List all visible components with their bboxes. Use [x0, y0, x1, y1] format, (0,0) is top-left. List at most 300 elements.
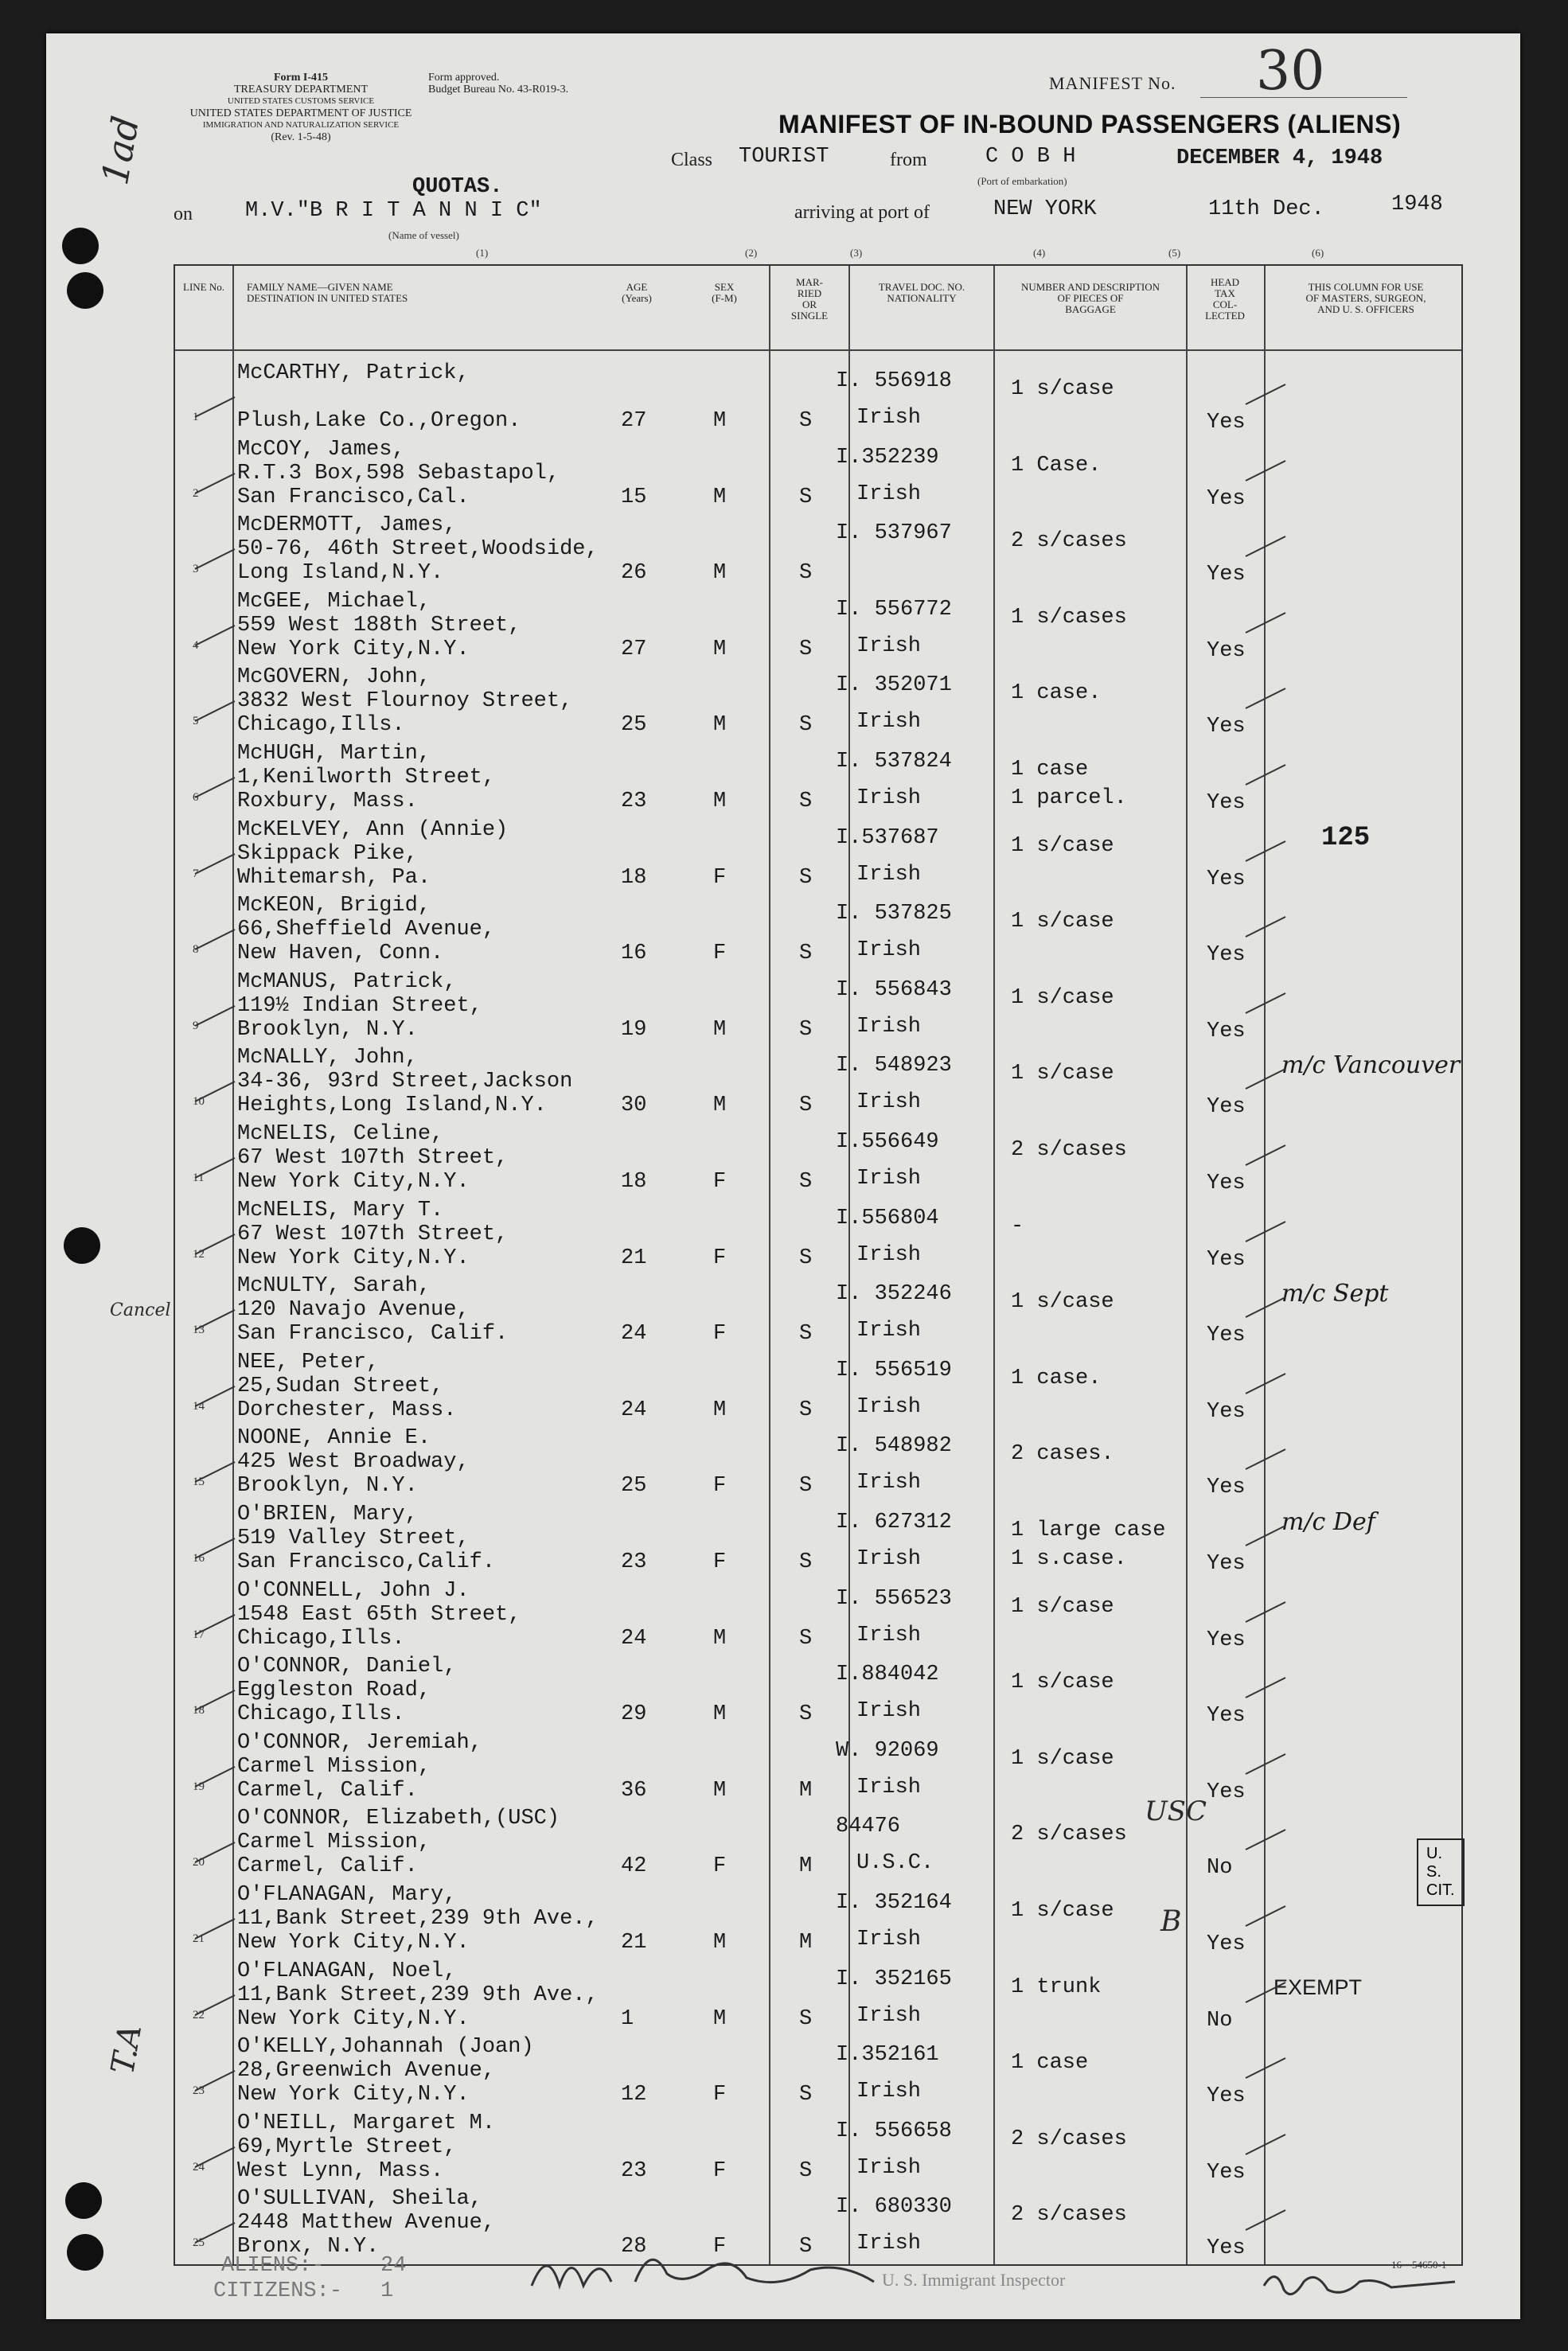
head-tax-cell: Yes [1207, 2084, 1246, 2109]
margin-note-top: 1ad [93, 112, 148, 189]
sex-cell: M [713, 1702, 727, 1727]
age-cell: 18 [621, 865, 647, 890]
check-mark [191, 1915, 239, 1947]
marital-cell: M [799, 1931, 813, 1955]
check-mark [1242, 913, 1289, 945]
passenger-line: Carmel, Calif. [237, 1854, 418, 1879]
nationality-cell: Irish [856, 482, 922, 506]
passenger-line: New York City,N.Y. [237, 2006, 470, 2031]
marital-cell: S [799, 1626, 813, 1651]
age-cell: 29 [621, 1702, 647, 1727]
age-cell: 21 [621, 1931, 647, 1955]
marital-cell: S [799, 1170, 813, 1194]
head-tax-cell: Yes [1207, 411, 1246, 435]
port-embark-note: (Port of embarkation) [977, 175, 1067, 187]
departure-date: DECEMBER 4, 1948 [1176, 146, 1383, 170]
port-of-embarkation: C O B H [985, 145, 1076, 169]
check-mark [1242, 2054, 1289, 2086]
marital-cell: S [799, 1398, 813, 1422]
manifest-no-label: MANIFEST No. [1049, 73, 1176, 93]
check-mark [191, 850, 239, 882]
check-mark [191, 622, 239, 653]
col-baggage: NUMBER AND DESCRIPTION OF PIECES OF BAGGAGE [1020, 281, 1160, 315]
passenger-line: McGOVERN, John, [237, 665, 431, 690]
baggage-cell: 1 case. [1011, 1366, 1102, 1390]
passenger-line: McNULTY, Sarah, [237, 1274, 431, 1299]
line-number: 23 [193, 2084, 205, 2098]
check-mark [1242, 1979, 1289, 2010]
check-mark [1242, 1826, 1289, 1858]
age-cell: 27 [621, 637, 647, 661]
check-mark [1242, 380, 1289, 412]
col-divider [1186, 266, 1188, 2264]
baggage-cell: 1 s/case [1011, 1746, 1114, 1771]
check-mark [1242, 684, 1289, 716]
col-line-no: LINE No. [183, 281, 224, 293]
passenger-line: Brooklyn, N.Y. [237, 1017, 418, 1042]
class-label: Class [671, 150, 713, 170]
punch-hole [65, 2182, 102, 2219]
age-cell: 24 [621, 1626, 647, 1651]
line-number: 12 [193, 1247, 205, 1261]
line-number: 3 [193, 563, 199, 576]
passenger-line: O'NEILL, Margaret M. [237, 2111, 496, 2135]
head-tax-cell: Yes [1207, 715, 1246, 739]
citizens-label: CITIZENS:- [213, 2279, 343, 2303]
check-mark [191, 393, 239, 425]
passenger-line: McCARTHY, Patrick, [237, 361, 470, 385]
passenger-line: McNELIS, Celine, [237, 1122, 444, 1146]
baggage-cell: 1 s/case [1011, 985, 1114, 1010]
nationality-cell: Irish [856, 1928, 922, 1951]
officer-note: m/c Sept [1281, 1280, 1389, 1308]
check-mark [191, 926, 239, 957]
sex-cell: F [713, 2083, 727, 2107]
marital-cell: S [799, 2158, 813, 2183]
travel-doc-cell: I. 537825 [836, 902, 952, 926]
travel-doc-cell: I. 627312 [836, 1511, 952, 1534]
line-number: 13 [193, 1324, 205, 1337]
age-cell: 28 [621, 2235, 647, 2259]
col-num-5: (5) [1168, 247, 1181, 259]
dept-treasury: TREASURY DEPARTMENT [233, 84, 369, 96]
passenger-line: 66,Sheffield Avenue, [237, 918, 496, 942]
passenger-line: O'KELLY,Johannah (Joan) [237, 2035, 534, 2060]
col-divider [1264, 266, 1266, 2264]
age-cell: 25 [621, 713, 647, 738]
line-number: 1 [193, 411, 199, 423]
sex-cell: F [713, 942, 727, 966]
arriving-label: arriving at port of [794, 202, 930, 223]
check-mark [191, 1611, 239, 1643]
passenger-line: 67 West 107th Street, [237, 1222, 509, 1246]
travel-doc-cell: I. 352164 [836, 1891, 952, 1915]
head-tax-cell: Yes [1207, 486, 1246, 511]
baggage-cell: 1 s.case. [1011, 1547, 1127, 1571]
baggage-cell: - [1011, 1214, 1024, 1238]
line-number: 24 [193, 2160, 205, 2174]
punch-hole [67, 2234, 103, 2271]
travel-doc-cell: I. 556772 [836, 597, 952, 622]
marital-cell: S [799, 1017, 813, 1042]
passenger-line: 1548 East 65th Street, [237, 1602, 521, 1627]
travel-doc-cell: I. 680330 [836, 2195, 952, 2220]
baggage-cell: 2 s/cases [1011, 2203, 1127, 2228]
travel-doc-cell: W. 92069 [836, 1738, 939, 1763]
passenger-line: Heights,Long Island,N.Y. [237, 1094, 547, 1118]
check-mark [191, 1686, 239, 1718]
nationality-cell: Irish [856, 1167, 922, 1191]
travel-doc-cell: I. 556918 [836, 369, 952, 393]
marital-cell: S [799, 1322, 813, 1347]
travel-doc-cell: I.884042 [836, 1663, 939, 1687]
passenger-line: 2448 Matthew Avenue, [237, 2211, 496, 2236]
passenger-line: Bronx, N.Y. [237, 2235, 380, 2259]
line-number: 18 [193, 1704, 205, 1717]
baggage-cell: 2 s/cases [1011, 2127, 1127, 2151]
passenger-line: 1,Kenilworth Street, [237, 766, 496, 790]
check-mark [1242, 1141, 1289, 1173]
travel-doc-cell: I. 352246 [836, 1282, 952, 1307]
baggage-cell: 1 s/case [1011, 833, 1114, 858]
passenger-line: Chicago,Ills. [237, 713, 405, 738]
sex-cell: M [713, 637, 727, 661]
check-mark [1242, 457, 1289, 489]
punch-hole [64, 1227, 100, 1264]
passenger-line: San Francisco, Calif. [237, 1322, 509, 1347]
passenger-line: McHUGH, Martin, [237, 742, 431, 766]
passenger-line: NEE, Peter, [237, 1350, 380, 1374]
passenger-line: R.T.3 Box,598 Sebastapol, [237, 461, 560, 485]
baggage-cell: 2 s/cases [1011, 1823, 1127, 1847]
head-tax-cell: Yes [1207, 1552, 1246, 1576]
inspector-title: U. S. Immigrant Inspector [882, 2270, 1066, 2290]
sex-cell: F [713, 2235, 727, 2259]
dept-justice-sub: IMMIGRATION AND NATURALIZATION SERVICE [202, 120, 400, 130]
travel-doc-cell: I. 352165 [836, 1967, 952, 1991]
head-tax-cell: Yes [1207, 1628, 1246, 1652]
check-mark [191, 1534, 239, 1566]
age-cell: 23 [621, 2158, 647, 2183]
baggage-cell: 2 cases. [1011, 1442, 1114, 1467]
passenger-line: San Francisco,Cal. [237, 485, 470, 509]
line-number: 6 [193, 791, 199, 804]
head-tax-cell: Yes [1207, 1704, 1246, 1729]
passenger-line: Chicago,Ills. [237, 1702, 405, 1727]
passenger-line: New York City,N.Y. [237, 637, 470, 661]
age-cell: 12 [621, 2083, 647, 2107]
col-num-4: (4) [1033, 247, 1046, 259]
line-number: 21 [193, 1932, 205, 1945]
nationality-cell: Irish [856, 1623, 922, 1647]
col-divider [769, 266, 770, 2264]
aliens-count: 24 [380, 2254, 407, 2278]
head-tax-cell: Yes [1207, 1476, 1246, 1500]
line-number: 19 [193, 1780, 205, 1793]
travel-doc-cell: I. 548982 [836, 1434, 952, 1459]
head-tax-cell: Yes [1207, 2160, 1246, 2185]
sex-cell: M [713, 561, 727, 586]
nationality-cell: Irish [856, 1699, 922, 1724]
budget-bureau: Budget Bureau No. 43-R019-3. [428, 84, 569, 96]
manifest-number: 30 [1256, 40, 1325, 103]
manifest-sheet [46, 33, 1520, 2319]
baggage-cell: 1 s/case [1011, 1899, 1114, 1923]
passenger-line: O'CONNOR, Daniel, [237, 1655, 457, 1679]
sex-cell: M [713, 1094, 727, 1118]
vessel-name: M.V."B R I T A N N I C" [245, 199, 542, 223]
baggage-cell: 1 s/cases [1011, 605, 1127, 630]
marital-cell: S [799, 2083, 813, 2107]
passenger-line: McMANUS, Patrick, [237, 969, 457, 994]
marital-cell: S [799, 1702, 813, 1727]
check-mark [1242, 1218, 1289, 1250]
line-number: 16 [193, 1552, 205, 1565]
dept-treasury-sub: UNITED STATES CUSTOMS SERVICE [227, 96, 375, 106]
head-tax-cell: No [1207, 1856, 1233, 1881]
nationality-cell: Irish [856, 862, 922, 887]
passenger-line: McNELIS, Mary T. [237, 1198, 444, 1222]
passenger-line: 67 West 107th Street, [237, 1146, 509, 1170]
travel-doc-cell: I. 556523 [836, 1586, 952, 1611]
nationality-cell: Irish [856, 786, 922, 810]
passenger-line: Roxbury, Mass. [237, 790, 418, 813]
class-value: TOURIST [739, 145, 829, 169]
check-mark [1242, 837, 1289, 869]
passenger-line: McCOY, James, [237, 437, 405, 462]
check-mark [191, 2143, 239, 2175]
nationality-cell: Irish [856, 1090, 922, 1115]
sex-cell: F [713, 1550, 727, 1574]
inspector-signature [524, 2238, 938, 2310]
nationality-cell: U.S.C. [856, 1851, 934, 1876]
travel-doc-cell: I.352161 [836, 2043, 939, 2068]
check-mark [191, 1002, 239, 1034]
passenger-line: McGEE, Michael, [237, 589, 431, 614]
col-num-1: (1) [476, 247, 489, 259]
nationality-cell: Irish [856, 1014, 922, 1039]
check-mark [191, 1838, 239, 1870]
travel-doc-cell: I. 352071 [836, 673, 952, 698]
check-mark [1242, 1522, 1289, 1554]
check-mark [191, 1991, 239, 2023]
dept-justice: UNITED STATES DEPARTMENT OF JUSTICE [189, 107, 412, 119]
passenger-line: 119½ Indian Street, [237, 993, 482, 1018]
manifest-title: MANIFEST OF IN-BOUND PASSENGERS (ALIENS) [778, 110, 1402, 138]
manifest-underline [1200, 97, 1407, 98]
baggage-cell: 1 s/case [1011, 1290, 1114, 1315]
travel-doc-cell: I.352239 [836, 445, 939, 470]
check-mark [191, 2219, 239, 2251]
age-cell: 1 [621, 2006, 634, 2031]
head-tax-cell: Yes [1207, 1399, 1246, 1424]
passenger-line: Whitemarsh, Pa. [237, 865, 431, 890]
check-mark [191, 1230, 239, 1262]
marital-cell: M [799, 1854, 813, 1879]
passenger-line: Long Island,N.Y. [237, 561, 444, 586]
col-officers: THIS COLUMN FOR USE OF MASTERS, SURGEON, AND U. S. OFFICERS [1305, 281, 1426, 315]
passenger-line: 559 West 188th Street, [237, 613, 521, 637]
col-name: FAMILY NAME—GIVEN NAME DESTINATION IN UNITED STATES [247, 281, 408, 304]
arrival-port: NEW YORK [993, 197, 1097, 221]
col-travel-doc: TRAVEL DOC. NO. NATIONALITY [878, 281, 965, 304]
sex-cell: M [713, 713, 727, 738]
passenger-line: New York City,N.Y. [237, 1170, 470, 1194]
form-footer: 16—54650-1 [1391, 2259, 1447, 2271]
passenger-line: West Lynn, Mass. [237, 2158, 444, 2183]
b-mark: B [1160, 1905, 1182, 1938]
nationality-cell: Irish [856, 710, 922, 735]
marital-cell: S [799, 2235, 813, 2259]
travel-doc-cell: 84476 [836, 1815, 901, 1839]
sex-cell: M [713, 790, 727, 813]
form-number: Form I-415 [273, 72, 329, 84]
head-tax-cell: No [1207, 2008, 1233, 2033]
line-number: 20 [193, 1856, 205, 1869]
check-mark [191, 697, 239, 729]
passenger-line: 120 Navajo Avenue, [237, 1298, 470, 1323]
nationality-cell: Irish [856, 1547, 922, 1571]
passenger-line: 425 West Broadway, [237, 1450, 470, 1475]
arrival-year: 1948 [1391, 193, 1443, 216]
travel-doc-cell: I.556804 [836, 1206, 939, 1230]
head-tax-cell: Yes [1207, 638, 1246, 663]
age-cell: 23 [621, 790, 647, 813]
punch-hole [62, 228, 99, 264]
passenger-line: Brooklyn, N.Y. [237, 1474, 418, 1499]
passenger-line: New York City,N.Y. [237, 1931, 470, 1955]
passenger-line: Skippack Pike, [237, 841, 418, 866]
passenger-line: Carmel, Calif. [237, 1778, 418, 1803]
form-approved: Form approved. [428, 72, 500, 84]
marital-cell: S [799, 713, 813, 738]
line-number: 4 [193, 638, 199, 652]
nationality-cell: Irish [856, 634, 922, 658]
nationality-cell: Irish [856, 1242, 922, 1267]
age-cell: 24 [621, 1322, 647, 1347]
check-mark [1242, 1598, 1289, 1630]
sex-cell: M [713, 1398, 727, 1422]
age-cell: 36 [621, 1778, 647, 1803]
age-cell: 27 [621, 409, 647, 433]
passenger-line: Dorchester, Mass. [237, 1398, 457, 1422]
check-mark [1242, 2206, 1289, 2238]
nationality-cell: Irish [856, 2232, 922, 2256]
check-mark [1242, 1674, 1289, 1706]
line-number: 2 [193, 486, 199, 500]
officer-note: 125 [1321, 822, 1371, 853]
baggage-cell: 1 case [1011, 758, 1089, 782]
check-mark [191, 774, 239, 805]
passenger-line: O'CONNOR, Jeremiah, [237, 1730, 482, 1755]
margin-note-bottom: T.A [104, 2022, 150, 2077]
nationality-cell: Irish [856, 938, 922, 963]
passenger-line: McKELVEY, Ann (Annie) [237, 817, 509, 842]
us-cit-stamp: U. S. CIT. [1417, 1838, 1465, 1906]
check-mark [1242, 532, 1289, 564]
check-mark [191, 2067, 239, 2099]
line-number: 7 [193, 867, 199, 880]
passenger-line: 3832 West Flournoy Street, [237, 689, 573, 714]
passenger-line: O'FLANAGAN, Mary, [237, 1883, 457, 1907]
revision-date: (Rev. 1-5-48) [271, 131, 331, 143]
check-mark [191, 1078, 239, 1109]
head-tax-cell: Yes [1207, 1324, 1246, 1348]
passenger-line: 50-76, 46th Street,Woodside, [237, 537, 599, 562]
aliens-label: ALIENS:- [221, 2254, 325, 2278]
nationality-cell: Irish [856, 1394, 922, 1419]
age-cell: 42 [621, 1854, 647, 1879]
check-mark [1242, 1293, 1289, 1325]
passenger-line: Carmel Mission, [237, 1831, 431, 1855]
sex-cell: F [713, 1854, 727, 1879]
line-number: 14 [193, 1399, 205, 1413]
passenger-line: 69,Myrtle Street, [237, 2135, 457, 2159]
baggage-cell: 1 Case. [1011, 453, 1102, 478]
age-cell: 24 [621, 1398, 647, 1422]
passenger-line: McDERMOTT, James, [237, 513, 457, 538]
baggage-cell: 1 s/case [1011, 1062, 1114, 1086]
travel-doc-cell: I. 537967 [836, 521, 952, 546]
sex-cell: M [713, 1778, 727, 1803]
baggage-cell: 2 s/cases [1011, 1138, 1127, 1162]
col-divider [848, 266, 850, 2264]
col-num-6: (6) [1312, 247, 1324, 259]
sex-cell: F [713, 2158, 727, 2183]
line-number: 8 [193, 943, 199, 957]
nationality-cell: Irish [856, 2003, 922, 2028]
passenger-line: 25,Sudan Street, [237, 1374, 444, 1398]
age-cell: 25 [621, 1474, 647, 1499]
head-tax-cell: Yes [1207, 563, 1246, 587]
sex-cell: M [713, 2006, 727, 2031]
passenger-line: New York City,N.Y. [237, 2083, 470, 2107]
head-tax-cell: Yes [1207, 1247, 1246, 1272]
passenger-line: New York City,N.Y. [237, 1246, 470, 1270]
check-mark [1242, 761, 1289, 793]
check-mark [191, 1458, 239, 1490]
check-mark [1242, 1445, 1289, 1477]
marital-cell: S [799, 561, 813, 586]
passenger-line: NOONE, Annie E. [237, 1426, 431, 1451]
nationality-cell: Irish [856, 1471, 922, 1495]
passenger-line: Eggleston Road, [237, 1678, 431, 1703]
nationality-cell: Irish [856, 1319, 922, 1343]
sex-cell: F [713, 1474, 727, 1499]
age-cell: 16 [621, 942, 647, 966]
punch-hole [67, 272, 103, 309]
age-cell: 21 [621, 1246, 647, 1270]
passenger-line: San Francisco,Calif. [237, 1550, 496, 1574]
col-divider [993, 266, 995, 2264]
line-number: 10 [193, 1095, 205, 1109]
passenger-line: Carmel Mission, [237, 1754, 431, 1779]
from-label: from [890, 150, 927, 170]
marital-cell: S [799, 1094, 813, 1118]
officer-note: m/c Def [1281, 1508, 1375, 1536]
baggage-cell: 1 s/case [1011, 910, 1114, 934]
sex-cell: F [713, 1170, 727, 1194]
sex-cell: M [713, 1931, 727, 1955]
margin-note-cancel: Cancel [110, 1300, 171, 1320]
travel-doc-cell: I. 556843 [836, 977, 952, 1002]
check-mark [1242, 1750, 1289, 1782]
passenger-line: Plush,Lake Co.,Oregon. [237, 409, 521, 433]
check-mark [1242, 989, 1289, 1021]
check-mark [191, 1382, 239, 1414]
marital-cell: S [799, 637, 813, 661]
passenger-line: 34-36, 93rd Street,Jackson [237, 1070, 573, 1094]
